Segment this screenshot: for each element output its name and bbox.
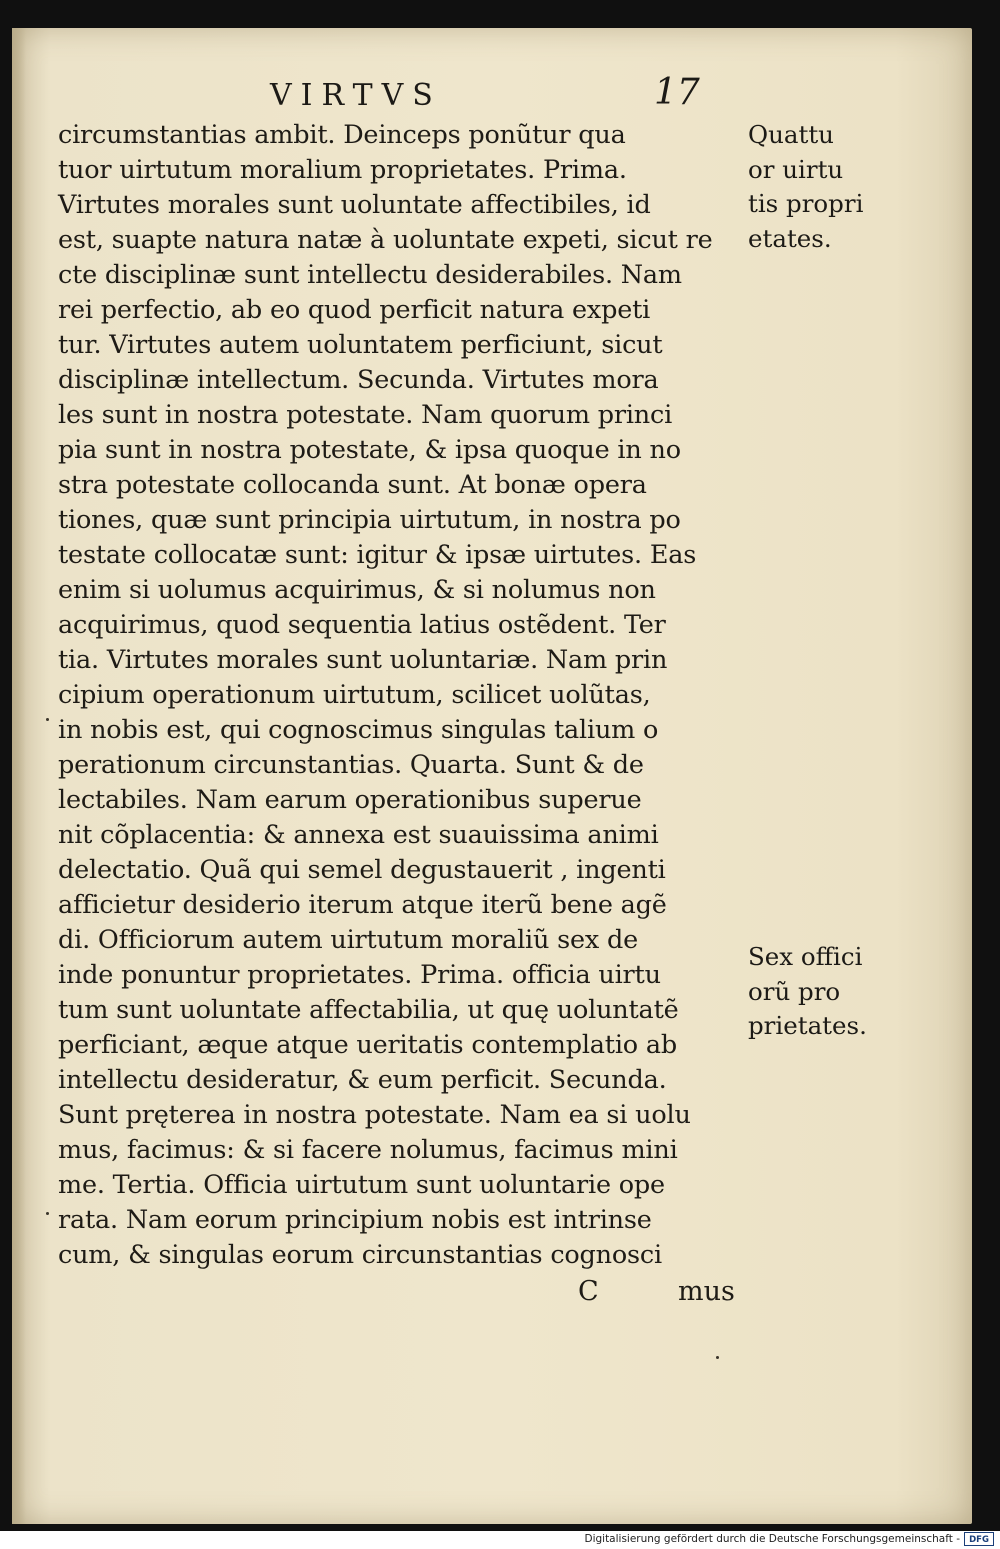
text-line: inde ponuntur proprietates. Prima. officia uirtu [58, 960, 661, 990]
text-line: cum, & singulas eorum circunstantias cognosci [58, 1240, 662, 1270]
margin-note-line: etates. [748, 223, 832, 253]
text-line: tuor uirtutum moralium proprietates. Prima. [58, 155, 627, 185]
text-line: tur. Virtutes autem uoluntatem perficiunt, sicut [58, 330, 663, 360]
signature-mark: C [578, 1276, 599, 1307]
text-line: cte disciplinæ sunt intellectu desiderabiles. Nam [58, 260, 682, 290]
text-line: tum sunt uoluntate affectabilia, ut quę uoluntatẽ [58, 995, 679, 1025]
text-line: di. Officiorum autem uirtutum moraliũ sex de [58, 925, 639, 955]
main-text-block [58, 118, 744, 1273]
text-line: mus, facimus: & si facere nolumus, facimus mini [58, 1135, 678, 1165]
text-line: me. Tertia. Officia uirtutum sunt uoluntarie ope [58, 1170, 665, 1200]
margin-note-line: or uirtu [748, 154, 844, 184]
text-line: in nobis est, qui cognoscimus singulas talium o [58, 715, 659, 745]
text-line: est, suapte natura natæ à uoluntate expeti, sicut re [58, 225, 713, 255]
text-line: Sunt pręterea in nostra potestate. Nam ea si uolu [58, 1100, 691, 1130]
text-line: testate collocatæ sunt: igitur & ipsæ uirtutes. Eas [58, 540, 697, 570]
text-line: perficiant, æque atque ueritatis contemplatio ab [58, 1030, 677, 1060]
running-head: VIRTVS [270, 78, 442, 113]
text-line: les sunt in nostra potestate. Nam quorum princi [58, 400, 673, 430]
text-line: enim si uolumus acquirimus, & si nolumus non [58, 575, 656, 605]
text-line: cipium operationum uirtutum, scilicet uolũtas, [58, 680, 651, 710]
ink-speck [46, 1212, 49, 1215]
margin-note-line: Sex offici [748, 942, 863, 971]
margin-note-line: tis propri [748, 189, 864, 218]
text-line: lectabiles. Nam earum operationibus superue [58, 785, 642, 815]
funding-credit: Digitalisierung gefördert durch die Deutsche Forschungsgemeinschaft - [584, 1533, 960, 1545]
margin-note-virtues-properties [748, 118, 893, 256]
text-line: stra potestate collocanda sunt. At bonæ opera [58, 470, 647, 500]
ink-speck [716, 1356, 719, 1359]
text-line: circumstantias ambit. Deinceps ponũtur qua [58, 120, 626, 150]
margin-note-line: orũ pro [748, 976, 841, 1006]
text-line: perationum circunstantias. Quarta. Sunt & de [58, 750, 644, 780]
text-line: tiones, quæ sunt principia uirtutum, in nostra po [58, 505, 681, 535]
text-line: tia. Virtutes morales sunt uoluntariæ. Nam prin [58, 645, 668, 675]
dfg-logo: DFG [964, 1532, 994, 1546]
margin-note-line: prietates. [748, 1011, 867, 1040]
text-line: disciplinæ intellectum. Secunda. Virtutes mora [58, 365, 659, 395]
page-gutter-shadow [12, 28, 26, 1524]
text-line: nit cõplacentia: & annexa est suauissima animi [58, 820, 659, 850]
text-line: acquirimus, quod sequentia latius ostẽdent. Ter [58, 610, 666, 640]
catchword: mus [678, 1276, 735, 1307]
text-line: afficietur desiderio iterum atque iterũ bene agẽ [58, 890, 667, 920]
digitization-footer [0, 1531, 1000, 1549]
text-line: delectatio. Quã qui semel degustauerit , ingenti [58, 855, 666, 885]
text-line: Virtutes morales sunt uoluntate affectibiles, id [58, 190, 651, 220]
page-number: 17 [654, 72, 700, 113]
margin-note-line: Quattu [748, 120, 834, 149]
text-line: pia sunt in nostra potestate, & ipsa quoque in no [58, 435, 681, 465]
margin-note-offices-properties [748, 940, 893, 1044]
text-line: rei perfectio, ab eo quod perficit natura expeti [58, 295, 651, 325]
text-line: intellectu desideratur, & eum perficit. Secunda. [58, 1065, 667, 1095]
ink-speck [46, 718, 49, 721]
text-line: rata. Nam eorum principium nobis est intrinse [58, 1205, 652, 1235]
